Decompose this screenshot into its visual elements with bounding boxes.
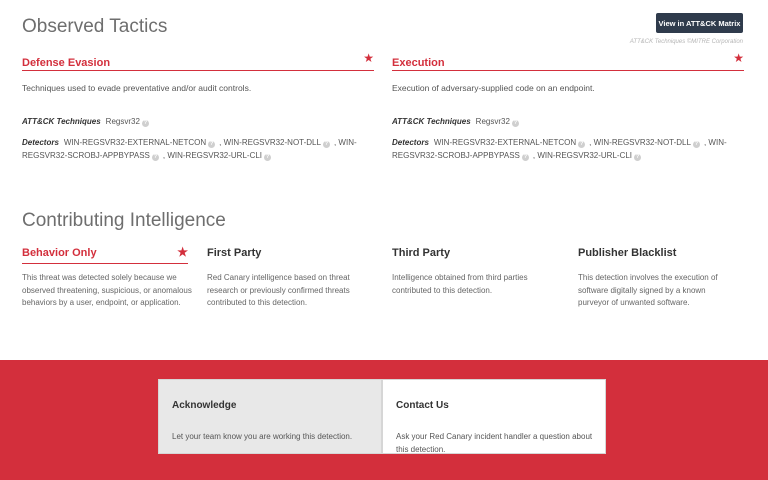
- help-icon[interactable]: ?: [523, 154, 528, 160]
- star-icon: ★: [363, 51, 374, 65]
- detectors-label: Detectors: [22, 138, 59, 147]
- help-icon[interactable]: ?: [513, 120, 518, 126]
- tactic-defense-evasion-header[interactable]: [22, 53, 374, 71]
- detector-item[interactable]: WIN-REGSVR32-NOT-DLL: [593, 138, 691, 147]
- technique-value[interactable]: Regsvr32: [105, 117, 140, 126]
- intel-first-party-header[interactable]: First Party: [207, 247, 262, 259]
- intel-description: This detection involves the execution of software digitally signed by a known purveyor of unwanted software.: [578, 273, 718, 307]
- help-icon[interactable]: ?: [265, 154, 270, 160]
- techniques-label: ATT&CK Techniques: [392, 117, 471, 126]
- intel-description: This threat was detected solely because we observed threatening, suspicious, or anomalous behaviors by a user, endpoint, or application.: [22, 273, 192, 307]
- intel-name[interactable]: Behavior Only: [22, 247, 97, 259]
- help-icon[interactable]: ?: [694, 141, 699, 147]
- attack-techniques-row: [22, 115, 372, 128]
- tactic-name[interactable]: Defense Evasion: [22, 57, 111, 69]
- acknowledge-card[interactable]: [158, 379, 382, 454]
- detectors-label: Detectors: [392, 138, 429, 147]
- intel-behavior-only-header[interactable]: [22, 247, 188, 264]
- detector-item[interactable]: WIN-REGSVR32-SCROBJ-APPBYPASS: [22, 138, 357, 160]
- intel-publisher-blacklist-header[interactable]: Publisher Blacklist: [578, 247, 677, 259]
- tactic-execution-header[interactable]: [392, 53, 744, 71]
- detectors-row: Detectors WIN-REGSVR32-EXTERNAL-NETCON ? , WIN-REGSVR32-NOT-DLL ? , WIN-REGSVR32-SCROBJ-APPBYPASS ? , WIN-REGSVR32-URL-CLI ?: [22, 138, 357, 160]
- mitre-attribution: ATT&CK Techniques ©MITRE Corporation: [629, 39, 743, 45]
- technique-value[interactable]: Regsvr32: [475, 117, 510, 126]
- help-icon[interactable]: ?: [579, 141, 584, 147]
- contact-us-title[interactable]: Contact Us: [396, 400, 449, 411]
- help-icon[interactable]: ?: [153, 154, 158, 160]
- intel-description: Red Canary intelligence based on threat research or previously confirmed threats contributed to this detection.: [207, 273, 350, 307]
- detector-item[interactable]: WIN-REGSVR32-NOT-DLL: [223, 138, 321, 147]
- contact-us-description: Ask your Red Canary incident handler a question about this detection.: [396, 432, 593, 454]
- help-icon[interactable]: ?: [324, 141, 329, 147]
- intel-description: Intelligence obtained from third parties contributed to this detection.: [392, 273, 528, 295]
- star-icon: ★: [733, 51, 744, 65]
- acknowledge-title[interactable]: Acknowledge: [172, 400, 237, 411]
- help-icon[interactable]: ?: [635, 154, 640, 160]
- help-icon[interactable]: ?: [143, 120, 148, 126]
- detector-item[interactable]: WIN-REGSVR32-EXTERNAL-NETCON: [433, 138, 577, 147]
- acknowledge-description: Let your team know you are working this detection.: [172, 432, 353, 441]
- tactic-description: Techniques used to evade preventative and/or audit controls.: [22, 83, 252, 93]
- detector-item[interactable]: WIN-REGSVR32-URL-CLI: [167, 151, 263, 160]
- detector-item[interactable]: WIN-REGSVR32-SCROBJ-APPBYPASS: [392, 138, 727, 160]
- star-icon: ★: [177, 245, 188, 259]
- contributing-intelligence-title: Contributing Intelligence: [22, 210, 226, 231]
- detectors-row: Detectors WIN-REGSVR32-EXTERNAL-NETCON ? , WIN-REGSVR32-NOT-DLL ? , WIN-REGSVR32-SCROBJ-APPBYPASS ? , WIN-REGSVR32-URL-CLI ?: [392, 138, 727, 160]
- detector-item[interactable]: WIN-REGSVR32-URL-CLI: [537, 151, 633, 160]
- observed-tactics-title: Observed Tactics: [22, 16, 168, 37]
- contact-us-card[interactable]: [382, 379, 606, 454]
- techniques-label: ATT&CK Techniques: [22, 117, 101, 126]
- attack-techniques-row: [392, 115, 742, 128]
- view-attack-matrix-button[interactable]: View in ATT&CK Matrix: [656, 13, 743, 33]
- tactic-name[interactable]: Execution: [392, 57, 445, 69]
- intel-third-party-header[interactable]: Third Party: [392, 247, 451, 259]
- detector-item[interactable]: WIN-REGSVR32-EXTERNAL-NETCON: [63, 138, 207, 147]
- help-icon[interactable]: ?: [209, 141, 214, 147]
- tactic-description: Execution of adversary-supplied code on an endpoint.: [392, 83, 595, 93]
